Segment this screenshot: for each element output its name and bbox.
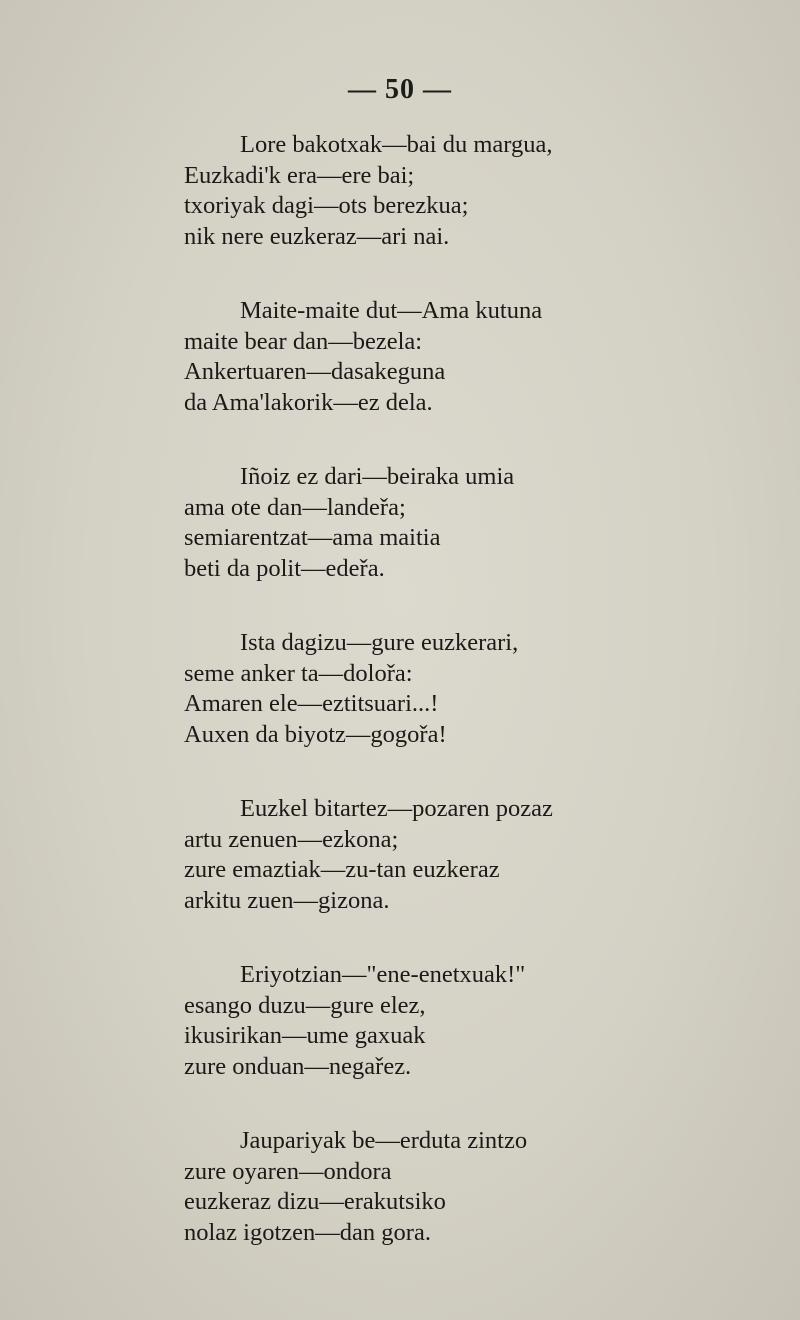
poem-line: Eriyotzian—"ene-enetxuak!" xyxy=(240,961,526,988)
poem-line: arkitu zuen—gizona. xyxy=(184,886,390,914)
poem xyxy=(184,130,684,1292)
stanza-7 xyxy=(184,1126,684,1248)
poem-line: Amaren ele—eztitsuari...! xyxy=(184,690,439,717)
poem-line: Iñoiz ez dari—beiraka umia xyxy=(240,463,515,490)
poem-line: txoriyak dagi—ots berezkua; xyxy=(184,192,469,219)
poem-line: Euzkadi'k era—ere bai; xyxy=(184,161,415,189)
poem-line: zure oyaren—ondora xyxy=(184,1157,392,1185)
poem-line: maite bear dan—bezela: xyxy=(184,327,423,355)
poem-line: zure emaztiak—zu-tan euzkeraz xyxy=(184,856,500,883)
stanza-2 xyxy=(184,296,684,418)
stanza-5 xyxy=(184,794,684,916)
poem-line: zure onduan—negařez. xyxy=(184,1052,412,1080)
poem-line: nik nere euzkeraz—ari nai. xyxy=(184,222,450,250)
stanza-3 xyxy=(184,462,684,584)
poem-line: seme anker ta—dolořa: xyxy=(184,659,413,687)
poem-line: ikusirikan—ume gaxuak xyxy=(184,1022,426,1049)
stanza-6 xyxy=(184,960,684,1082)
poem-line: Ankertuaren—dasakeguna xyxy=(184,358,446,385)
poem-line: Lore bakotxak—bai du margua, xyxy=(240,131,553,158)
poem-line: Euzkel bitartez—pozaren pozaz xyxy=(240,795,553,822)
poem-line: esango duzu—gure elez, xyxy=(184,991,426,1019)
poem-line: Ista dagizu—gure euzkerari, xyxy=(240,629,519,656)
page-number: — 50 — xyxy=(348,74,452,105)
poem-line: euzkeraz dizu—erakutsiko xyxy=(184,1188,446,1215)
stanza-1 xyxy=(184,130,684,252)
poem-line: nolaz igotzen—dan gora. xyxy=(184,1218,431,1246)
poem-line: ama ote dan—landeřa; xyxy=(184,493,406,521)
poem-line: Maite-maite dut—Ama kutuna xyxy=(240,297,543,324)
poem-line: beti da polit—edeřa. xyxy=(184,554,385,582)
poem-line: artu zenuen—ezkona; xyxy=(184,825,399,853)
poem-line: Auxen da biyotz—gogořa! xyxy=(184,720,447,748)
poem-line: Jaupariyak be—erduta zintzo xyxy=(240,1127,528,1154)
poem-line: semiarentzat—ama maitia xyxy=(184,524,441,551)
stanza-4 xyxy=(184,628,684,750)
poem-line: da Ama'lakorik—ez dela. xyxy=(184,388,433,416)
